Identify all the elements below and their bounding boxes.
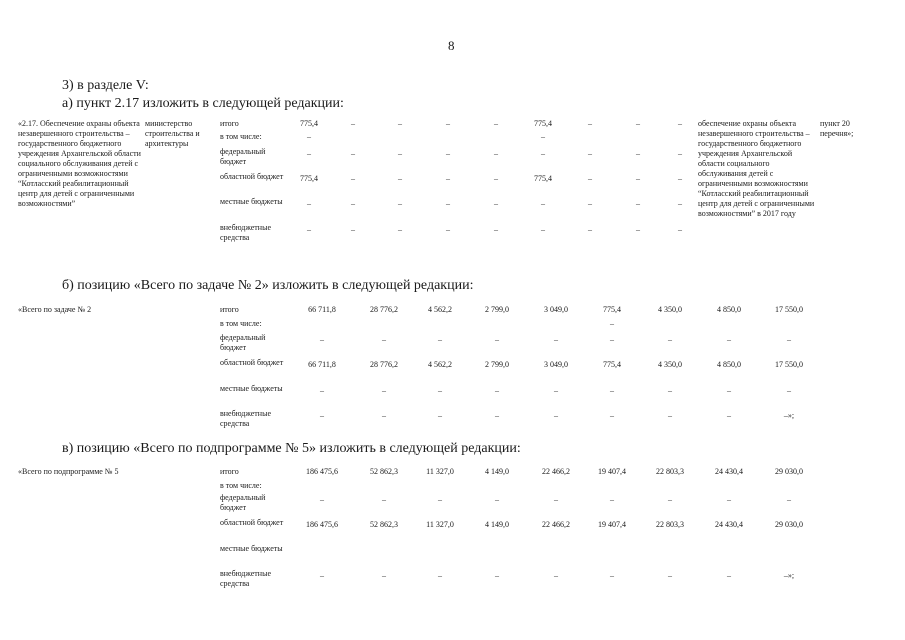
- table-cell: –: [727, 386, 731, 395]
- table-cell: –: [446, 225, 450, 234]
- table-cell: –: [636, 174, 640, 183]
- table-cell: –: [307, 199, 311, 208]
- table-cell: –: [351, 174, 355, 183]
- row-label: областной бюджет: [220, 518, 284, 527]
- table-cell: –: [554, 495, 558, 504]
- table-cell: –: [678, 174, 682, 183]
- table-cell: –: [636, 199, 640, 208]
- table-cell: 775,4: [300, 174, 318, 183]
- table-c-name: «Всего по подпрограмме № 5: [18, 467, 119, 476]
- table-cell: 52 862,3: [370, 520, 398, 529]
- table-cell: –: [610, 571, 614, 580]
- table-cell: –»;: [783, 411, 795, 420]
- table-cell: –»;: [783, 571, 795, 580]
- table-cell: 4 562,2: [428, 305, 452, 314]
- table-cell: –: [727, 411, 731, 420]
- table-cell: –: [382, 335, 386, 344]
- table-cell: –: [668, 571, 672, 580]
- table-cell: –: [668, 411, 672, 420]
- table-cell: 29 030,0: [775, 467, 803, 476]
- table-cell: 66 711,8: [308, 305, 336, 314]
- row-label: областной бюджет: [220, 172, 284, 181]
- table-cell: –: [541, 149, 545, 158]
- table-cell: –: [678, 199, 682, 208]
- table-cell: –: [495, 571, 499, 580]
- row-label: в том числе:: [220, 319, 262, 328]
- row-label: итого: [220, 119, 239, 128]
- table-cell: –: [554, 571, 558, 580]
- table-cell: –: [438, 571, 442, 580]
- table-a-result: обеспечение охраны объекта незавершенного строительства – государственного бюджетного учреждения Архангельской области социального обслуживания детей с ограниченными возможностями “Котласский реабилитационный центр для детей с ограниченными возможностями” в 2017 году: [698, 119, 815, 218]
- table-cell: –: [320, 386, 324, 395]
- table-cell: 2 799,0: [485, 305, 509, 314]
- table-cell: –: [446, 174, 450, 183]
- row-label: итого: [220, 467, 239, 476]
- table-cell: 4 350,0: [658, 360, 682, 369]
- table-cell: –: [554, 411, 558, 420]
- table-cell: –: [610, 495, 614, 504]
- table-a-note: пункт 20 перечня»;: [820, 119, 854, 138]
- table-cell: 22 466,2: [542, 520, 570, 529]
- table-cell: –: [307, 225, 311, 234]
- table-cell: 775,4: [603, 360, 621, 369]
- table-cell: 22 803,3: [656, 467, 684, 476]
- table-cell: –: [554, 386, 558, 395]
- table-cell: –: [351, 225, 355, 234]
- row-label: местные бюджеты: [220, 544, 283, 553]
- page-number: 8: [448, 38, 455, 53]
- table-cell: –: [610, 335, 614, 344]
- table-cell: 28 776,2: [370, 305, 398, 314]
- table-cell: –: [438, 335, 442, 344]
- table-cell: –: [610, 319, 614, 328]
- table-cell: –: [398, 119, 402, 128]
- table-cell: 17 550,0: [775, 360, 803, 369]
- table-cell: 775,4: [534, 174, 552, 183]
- table-cell: –: [494, 174, 498, 183]
- section-heading: 3) в разделе V:: [62, 78, 149, 93]
- table-cell: –: [727, 571, 731, 580]
- table-cell: –: [351, 199, 355, 208]
- table-b-name: «Всего по задаче № 2: [18, 305, 92, 314]
- table-cell: –: [668, 495, 672, 504]
- table-cell: 24 430,4: [715, 467, 743, 476]
- row-label: областной бюджет: [220, 358, 284, 367]
- table-cell: –: [727, 335, 731, 344]
- row-label: внебюджетные средства: [220, 223, 271, 242]
- table-cell: –: [787, 386, 791, 395]
- table-cell: 4 850,0: [717, 360, 741, 369]
- table-cell: –: [588, 149, 592, 158]
- table-cell: 186 475,6: [306, 520, 338, 529]
- row-label: федеральный бюджет: [220, 493, 266, 512]
- table-cell: –: [398, 174, 402, 183]
- table-cell: 19 407,4: [598, 520, 626, 529]
- row-label: местные бюджеты: [220, 384, 283, 393]
- table-cell: –: [494, 119, 498, 128]
- table-cell: –: [636, 225, 640, 234]
- table-cell: –: [307, 132, 311, 141]
- table-cell: –: [495, 386, 499, 395]
- table-cell: –: [446, 119, 450, 128]
- row-label: в том числе:: [220, 481, 262, 490]
- table-cell: 4 149,0: [485, 467, 509, 476]
- table-cell: 4 850,0: [717, 305, 741, 314]
- table-cell: 11 327,0: [426, 520, 454, 529]
- table-cell: 52 862,3: [370, 467, 398, 476]
- table-cell: –: [668, 335, 672, 344]
- table-cell: –: [382, 411, 386, 420]
- table-cell: –: [541, 199, 545, 208]
- table-cell: –: [588, 199, 592, 208]
- table-cell: –: [382, 571, 386, 580]
- table-cell: –: [678, 119, 682, 128]
- table-cell: –: [494, 149, 498, 158]
- row-label: внебюджетные средства: [220, 569, 271, 588]
- table-cell: 17 550,0: [775, 305, 803, 314]
- table-cell: –: [678, 149, 682, 158]
- table-cell: 11 327,0: [426, 467, 454, 476]
- table-cell: 4 350,0: [658, 305, 682, 314]
- table-cell: –: [320, 571, 324, 580]
- table-cell: –: [446, 199, 450, 208]
- table-cell: –: [787, 335, 791, 344]
- table-a-executor: министерство строительства и архитектуры: [145, 119, 200, 148]
- table-cell: –: [495, 335, 499, 344]
- table-cell: 775,4: [300, 119, 318, 128]
- table-cell: –: [382, 386, 386, 395]
- table-cell: –: [398, 225, 402, 234]
- sub-a-heading: а) пункт 2.17 изложить в следующей редакции:: [62, 96, 344, 111]
- table-cell: –: [398, 199, 402, 208]
- table-cell: –: [541, 225, 545, 234]
- table-a-name: «2.17. Обеспечение охраны объекта незавершенного строительства – государственного бюджетного учреждения Архангельской области социального обслуживания детей с ограниченными возможностями “Котласский реабилитационный центр для детей с ограниченными возможностями”: [18, 119, 141, 208]
- table-cell: 24 430,4: [715, 520, 743, 529]
- table-cell: –: [446, 149, 450, 158]
- table-cell: –: [495, 495, 499, 504]
- table-cell: 3 049,0: [544, 360, 568, 369]
- table-cell: –: [541, 132, 545, 141]
- sub-c-heading: в) позицию «Всего по подпрограмме № 5» изложить в следующей редакции:: [62, 441, 521, 456]
- table-cell: –: [610, 386, 614, 395]
- table-cell: –: [588, 119, 592, 128]
- table-cell: 19 407,4: [598, 467, 626, 476]
- row-label: федеральный бюджет: [220, 333, 266, 352]
- table-cell: 4 149,0: [485, 520, 509, 529]
- table-cell: 66 711,8: [308, 360, 336, 369]
- table-cell: –: [351, 119, 355, 128]
- table-cell: –: [636, 149, 640, 158]
- table-cell: –: [678, 225, 682, 234]
- table-cell: –: [636, 119, 640, 128]
- table-cell: –: [382, 495, 386, 504]
- table-cell: –: [351, 149, 355, 158]
- table-cell: –: [307, 149, 311, 158]
- table-cell: –: [588, 225, 592, 234]
- table-cell: 186 475,6: [306, 467, 338, 476]
- table-cell: –: [727, 495, 731, 504]
- table-cell: –: [494, 225, 498, 234]
- table-cell: 22 803,3: [656, 520, 684, 529]
- row-label: в том числе:: [220, 132, 262, 141]
- table-cell: 22 466,2: [542, 467, 570, 476]
- table-cell: –: [438, 495, 442, 504]
- table-cell: –: [494, 199, 498, 208]
- row-label: федеральный бюджет: [220, 147, 266, 166]
- table-cell: 28 776,2: [370, 360, 398, 369]
- table-cell: –: [398, 149, 402, 158]
- table-cell: –: [554, 335, 558, 344]
- row-label: итого: [220, 305, 239, 314]
- table-cell: –: [668, 386, 672, 395]
- table-cell: 775,4: [534, 119, 552, 128]
- table-cell: 3 049,0: [544, 305, 568, 314]
- table-cell: 4 562,2: [428, 360, 452, 369]
- table-cell: –: [588, 174, 592, 183]
- table-cell: 29 030,0: [775, 520, 803, 529]
- table-cell: –: [320, 411, 324, 420]
- table-cell: –: [610, 411, 614, 420]
- table-cell: –: [438, 386, 442, 395]
- table-cell: –: [438, 411, 442, 420]
- table-cell: –: [320, 495, 324, 504]
- row-label: внебюджетные средства: [220, 409, 271, 428]
- table-cell: 775,4: [603, 305, 621, 314]
- row-label: местные бюджеты: [220, 197, 283, 206]
- table-cell: 2 799,0: [485, 360, 509, 369]
- table-cell: –: [495, 411, 499, 420]
- table-cell: –: [320, 335, 324, 344]
- table-cell: –: [787, 495, 791, 504]
- sub-b-heading: б) позицию «Всего по задаче № 2» изложить в следующей редакции:: [62, 278, 474, 293]
